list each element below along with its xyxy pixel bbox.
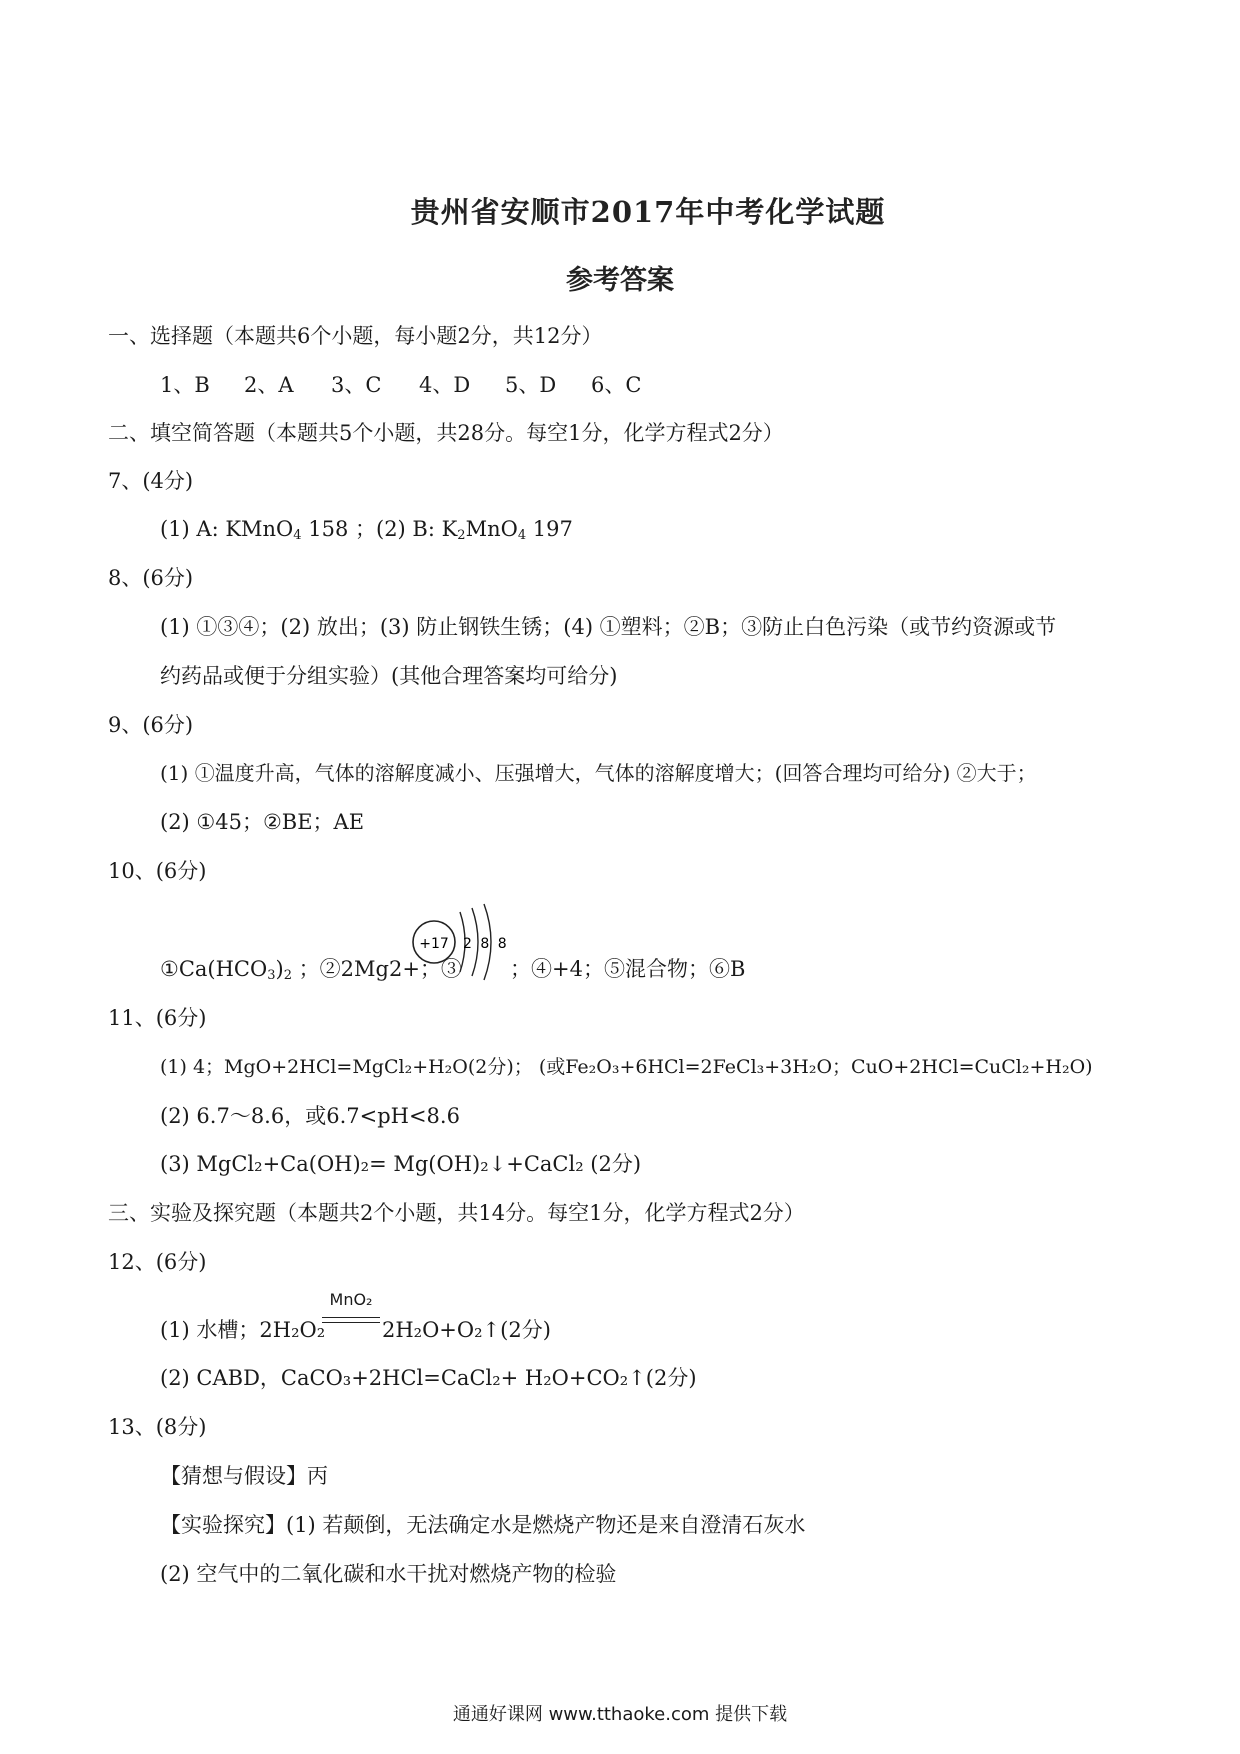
nucleus-charge: +17	[419, 936, 449, 952]
equals-line-top	[322, 1317, 380, 1318]
q8-line2: 约药品或便于分组实验）(其他合理答案均可给分)	[160, 664, 618, 688]
q7-label: 7、(4分)	[108, 469, 194, 493]
q10-label: 10、(6分)	[108, 859, 207, 883]
q12-line1-a: (1) 水槽；2H₂O₂	[160, 1318, 326, 1342]
q9-line1: (1) ①温度升高，气体的溶解度减小、压强增大，气体的溶解度增大；(回答合理均可给分) ②大于；	[160, 761, 1037, 785]
q12-line1-b: 2H₂O+O₂↑(2分)	[382, 1318, 551, 1342]
q8-line1: (1) ①③④；(2) 放出；(3) 防止钢铁生锈；(4) ①塑料；②B；③防止白色污染（或节约资源或节	[160, 615, 1057, 639]
answer-2: 2、A	[244, 373, 294, 397]
q7-sub-a: 4	[293, 528, 302, 543]
q13-line3: (2) 空气中的二氧化碳和水干扰对燃烧产物的检验	[160, 1562, 617, 1586]
page-title: 贵州省安顺市2017年中考化学试题	[410, 195, 886, 229]
answer-4: 4、D	[419, 373, 471, 397]
q7-part-d: 197	[526, 517, 573, 541]
q10-middle: ；②2Mg2+；③	[291, 957, 462, 981]
q12-label: 12、(6分)	[108, 1250, 207, 1274]
section1-heading: 一、选择题（本题共6个小题，每小题2分，共12分）	[108, 324, 603, 348]
q10-prefix: ①Ca(HCO	[160, 957, 268, 981]
catalyst-label: MnO₂	[329, 1290, 373, 1309]
q10-sub2: 2	[283, 968, 292, 983]
q13-label: 13、(8分)	[108, 1415, 207, 1439]
q11-line3: (3) MgCl₂+Ca(OH)₂= Mg(OH)₂↓+CaCl₂ (2分)	[160, 1152, 642, 1176]
q11-label: 11、(6分)	[108, 1006, 207, 1030]
catalyst-condition	[322, 1290, 380, 1323]
q13-line1: 【猜想与假设】丙	[160, 1464, 328, 1488]
q7-sub-b: 2	[457, 528, 466, 543]
q7-answer	[160, 515, 573, 543]
page-subtitle: 参考答案	[566, 265, 674, 296]
q10-prefix-b: )	[275, 957, 284, 981]
q11-line2: (2) 6.7～8.6，或6.7<pH<8.6	[160, 1104, 460, 1128]
q13-line2: 【实验探究】(1) 若颠倒，无法确定水是燃烧产物还是来自澄清石灰水	[160, 1513, 806, 1537]
q10-sub1: 3	[267, 968, 276, 983]
q7-part-a: (1) A: KMnO	[160, 517, 294, 541]
q12-line2: (2) CABD，CaCO₃+2HCl=CaCl₂+ H₂O+CO₂↑(2分)	[160, 1366, 697, 1390]
answer-3: 3、C	[331, 373, 382, 397]
answer-6: 6、C	[591, 373, 642, 397]
q7-part-b: 158 ；(2) B: K	[301, 517, 458, 541]
q9-label: 9、(6分)	[108, 713, 194, 737]
answer-5: 5、D	[505, 373, 557, 397]
section3-heading: 三、实验及探究题（本题共2个小题，共14分。每空1分，化学方程式2分）	[108, 1201, 805, 1225]
equals-line-bottom	[322, 1322, 380, 1323]
q9-line2: (2) ①45；②BE；AE	[160, 810, 365, 834]
q10-suffix: ；④+4；⑤混合物；⑥B	[510, 957, 746, 981]
q7-sub-c: 4	[517, 528, 527, 543]
answer-1: 1、B	[160, 373, 210, 397]
q8-label: 8、(6分)	[108, 566, 194, 590]
section2-heading: 二、填空简答题（本题共5个小题，共28分。每空1分，化学方程式2分）	[108, 421, 784, 445]
electron-shells: 2 8 8	[463, 936, 509, 952]
q7-part-c: MnO	[465, 517, 518, 541]
footer-credit: 通通好课网 www.tthaoke.com 提供下载	[452, 1704, 788, 1725]
q11-line1: (1) 4；MgO+2HCl=MgCl₂+H₂O(2分)； (或Fe₂O₃+6HCl=2FeCl₃+3H₂O；CuO+2HCl=CuCl₂+H₂O)	[160, 1056, 1093, 1078]
chlorine-ion-structure-diagram	[410, 900, 510, 982]
